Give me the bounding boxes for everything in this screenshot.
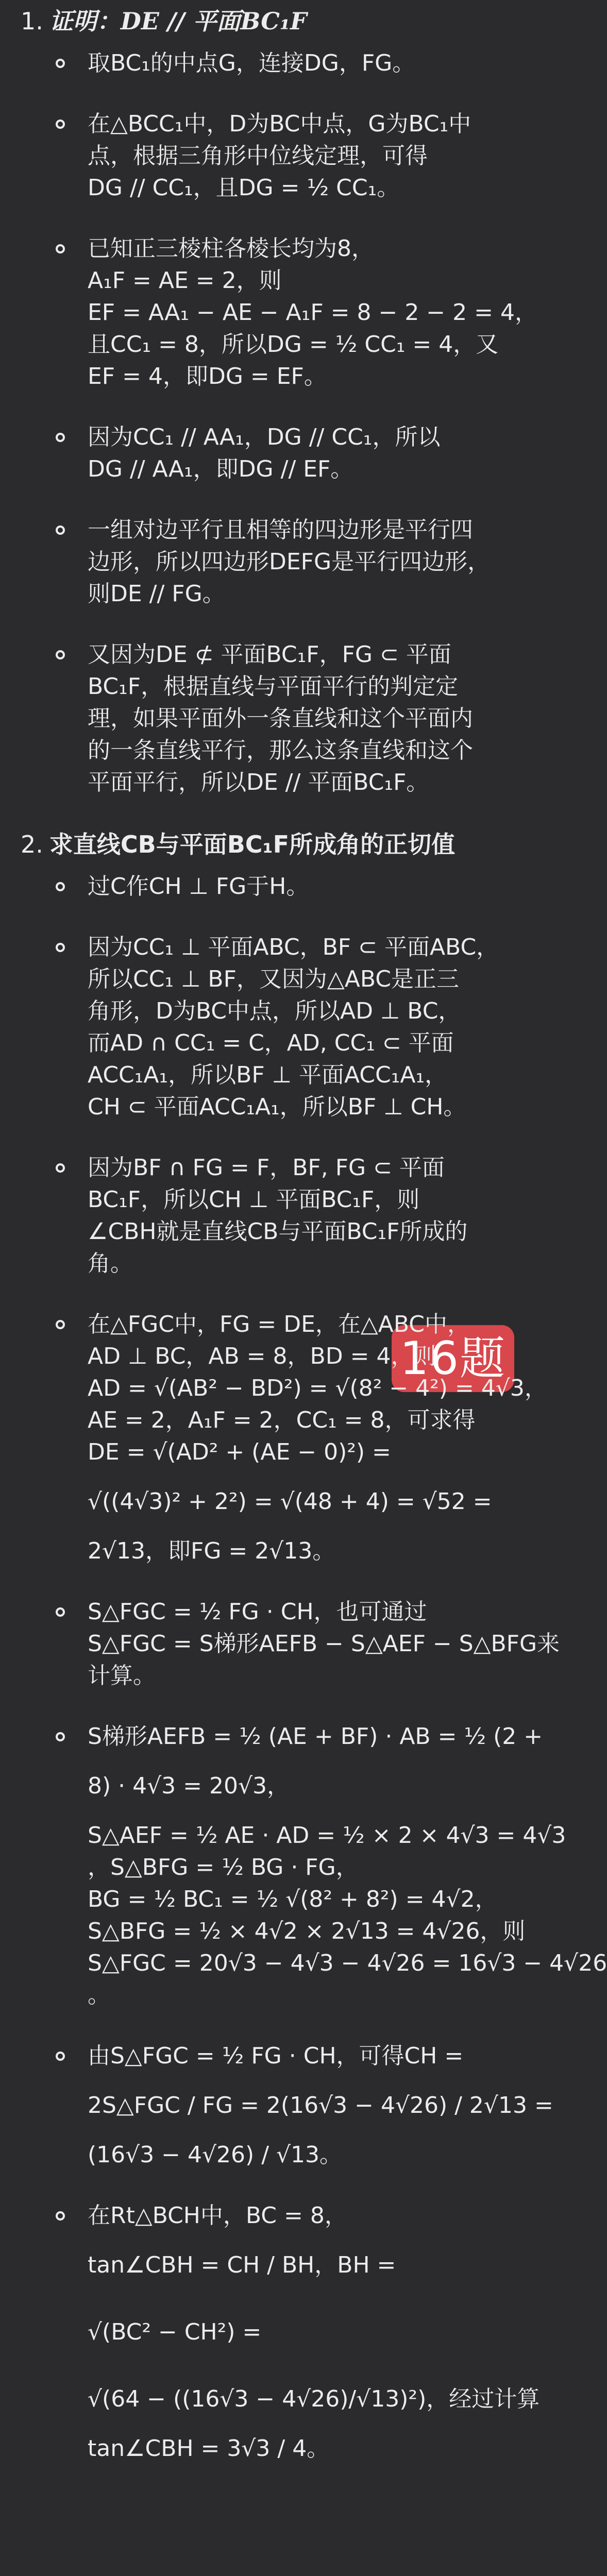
list-item (21, 233, 536, 393)
text-line: ，S△BFG = ½ BG · FG， (88, 1854, 359, 1880)
question-number-badge: 16题 (392, 1325, 514, 1392)
text-line: 2S△FGC / FG = 2(16√3 − 4√26) / 2√13 = (88, 2092, 553, 2119)
text-line: 而AD ∩ CC₁ = C，AD, CC₁ ⊂ 平面 (88, 1030, 454, 1056)
text-line: BC₁F，根据直线与平面平行的判定定 (88, 673, 459, 700)
text-line: BG = ½ BC₁ = ½ √(8² + 8²) = 4√2， (88, 1886, 498, 1912)
section-heading (21, 827, 536, 861)
text-line: √(64 − ((16√3 − 4√26)/√13)²)，经过计算 (88, 2386, 540, 2412)
text-line: AE = 2，A₁F = 2，CC₁ = 8，可求得 (88, 1407, 476, 1433)
list-item (21, 871, 536, 903)
line-gap (88, 1518, 536, 1535)
section-number: 2. (21, 831, 43, 858)
text-line: S△FGC = 20√3 − 4√3 − 4√26 = 16√3 − 4√26 (88, 1950, 607, 1976)
text-line: 过C作CH ⊥ FG于H。 (88, 873, 309, 900)
text-line: ACC₁A₁，所以BF ⊥ 平面ACC₁A₁， (88, 1062, 448, 1088)
text-line: 已知正三棱柱各棱长均为8， (88, 235, 374, 262)
line-gap (88, 1753, 536, 1770)
text-line: 在△BCC₁中，D为BC中点，G为BC₁中 (88, 111, 471, 137)
text-line: ∠CBH就是直线CB与平面BC₁F所成的 (88, 1218, 468, 1245)
section-title: 求直线CB与平面BC₁F所成角的正切值 (49, 831, 456, 858)
text-line: 在Rt△BCH中，BC = 8， (88, 2202, 347, 2229)
section-2 (21, 827, 607, 2465)
text-line: 角形，D为BC中点，所以AD ⊥ BC， (88, 998, 461, 1024)
text-line: 因为CC₁ // AA₁，DG // CC₁，所以 (88, 424, 441, 450)
text-line: BC₁F，所以CH ⊥ 平面BC₁F，则 (88, 1187, 420, 1213)
list-item (21, 2040, 553, 2171)
list-item (21, 931, 536, 1123)
list-item (21, 108, 536, 204)
text-line: DG // AA₁，即DG // EF。 (88, 456, 353, 482)
text-line: DE = √(AD² + (AE − 0)²) = (88, 1439, 391, 1465)
text-line: EF = 4，即DG = EF。 (88, 363, 327, 389)
line-gap (88, 1468, 536, 1486)
text-line: 且CC₁ = 8，所以DG = ½ CC₁ = 4，又 (88, 331, 499, 358)
text-line: 在△FGC中，FG = DE，在△ABC中， (88, 1311, 470, 1337)
text-line: tan∠CBH = 3√3 / 4。 (88, 2435, 330, 2462)
list-item (21, 2200, 540, 2465)
section-1 (21, 4, 536, 799)
text-line: 所以CC₁ ⊥ BF，又因为△ABC是正三 (88, 966, 459, 992)
text-line: 2√13，即FG = 2√13。 (88, 1538, 335, 1564)
line-gap (88, 2072, 536, 2090)
text-line: 因为BF ∩ FG = F，BF, FG ⊂ 平面 (88, 1155, 445, 1181)
text-line: AD = √(AB² − BD²) = √(8² − 4²) = 4√3， (88, 1375, 547, 1401)
text-line: 8) · 4√3 = 20√3， (88, 1773, 290, 1799)
text-line: A₁F = AE = 2，则 (88, 267, 282, 294)
line-gap (88, 2366, 536, 2383)
list-item (21, 1152, 536, 1280)
bullet-list (21, 47, 536, 799)
line-gap (88, 2122, 536, 2139)
text-line: S△FGC = S梯形AEFB − S△AEF − S△BFG来 (88, 1631, 560, 1657)
text-line: 因为CC₁ ⊥ 平面ABC，BF ⊂ 平面ABC， (88, 934, 499, 960)
list-item (21, 514, 536, 610)
text-line: 由S△FGC = ½ FG · CH，可得CH = (88, 2043, 464, 2069)
section-title: 证明：DE // 平面BC₁F (49, 7, 307, 35)
line-gap (88, 2348, 536, 2366)
list-item (21, 47, 536, 79)
list-item (21, 1721, 607, 2011)
line-gap (88, 1802, 536, 1820)
bullet-list (21, 871, 607, 2465)
text-line: S梯形AEFB = ½ (AE + BF) · AB = ½ (2 + (88, 1723, 543, 1750)
text-line: 。 (88, 1982, 110, 2008)
text-line: √((4√3)² + 2²) = √(48 + 4) = √52 = (88, 1488, 492, 1515)
text-line: EF = AA₁ − AE − A₁F = 8 − 2 − 2 = 4， (88, 299, 537, 326)
list-item (21, 421, 536, 485)
text-line: 平面平行，所以DE // 平面BC₁F。 (88, 769, 429, 795)
text-line: 理，如果平面外一条直线和这个平面内 (88, 705, 473, 732)
text-line: tan∠CBH = CH / BH，BH = (88, 2252, 396, 2278)
list-item (21, 1309, 547, 1567)
text-line: DG // CC₁，且DG = ½ CC₁。 (88, 175, 400, 201)
line-gap (88, 2415, 536, 2433)
text-line: 角。 (88, 1250, 133, 1277)
text-line: CH ⊂ 平面ACC₁A₁，所以BF ⊥ CH。 (88, 1094, 466, 1120)
text-line: S△FGC = ½ FG · CH，也可通过 (88, 1599, 427, 1625)
list-item (21, 639, 536, 799)
text-line: 则DE // FG。 (88, 581, 225, 607)
text-line: 边形，所以四边形DEFG是平行四边形， (88, 549, 491, 575)
line-gap (88, 2299, 536, 2316)
text-line: 一组对边平行且相等的四边形是平行四 (88, 517, 473, 543)
line-gap (88, 2281, 536, 2299)
text-line: S△AEF = ½ AE · AD = ½ × 2 × 4√3 = 4√3 (88, 1822, 566, 1849)
section-number: 1. (21, 7, 43, 35)
text-line: √(BC² − CH²) = (88, 2319, 262, 2345)
text-line: S△BFG = ½ × 4√2 × 2√13 = 4√26，则 (88, 1918, 526, 1944)
section-heading (21, 4, 536, 38)
text-line: 又因为DE ⊄ 平面BC₁F，FG ⊂ 平面 (88, 641, 451, 668)
text-line: 计算。 (88, 1663, 156, 1689)
text-line: 点，根据三角形中位线定理，可得 (88, 143, 428, 169)
line-gap (88, 2232, 536, 2249)
text-line: (16√3 − 4√26) / √13。 (88, 2142, 343, 2168)
text-line: 取BC₁的中点G，连接DG，FG。 (88, 50, 415, 76)
text-line: AD ⊥ BC，AB = 8，BD = 4，则 (88, 1343, 436, 1369)
text-line: 的一条直线平行，那么这条直线和这个 (88, 737, 473, 764)
list-item (21, 1596, 560, 1692)
